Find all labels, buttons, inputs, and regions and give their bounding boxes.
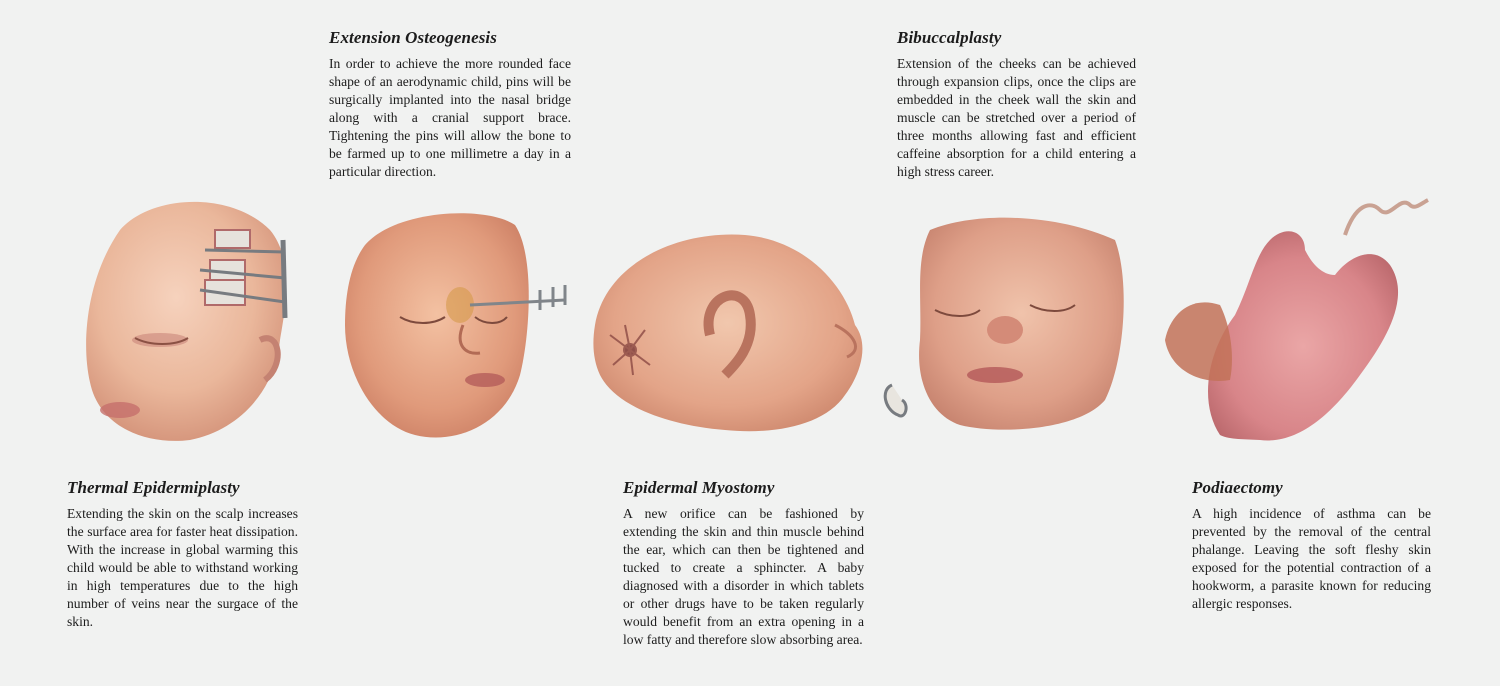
skin-flap <box>1165 302 1232 381</box>
section-extension-osteogenesis <box>329 28 571 181</box>
illustration-thermal-epidermiplasty <box>80 190 310 450</box>
section-epidermal-myostomy <box>623 478 864 649</box>
section-title: Bibuccalplasty <box>897 28 1002 47</box>
section-podiaectomy <box>1192 478 1431 613</box>
mouth <box>967 367 1023 383</box>
section-description: Extending the skin on the scalp increases the surface area for faster heat dissipation. With the increase in global warming this child would be able to withstand working in high temperatures due to the high number of veins near the surgace of the skin. <box>67 506 298 629</box>
section-title: Extension Osteogenesis <box>329 28 497 47</box>
section-description: A high incidence of asthma can be prevented by the removal of the central phalange. Leaving the soft fleshy skin exposed for the potential contraction of a hookworm, a parasite known for reducing allergic responses. <box>1192 506 1431 611</box>
mouth <box>465 373 505 387</box>
section-title: Thermal Epidermiplasty <box>67 478 240 497</box>
section-bibuccalplasty <box>897 28 1136 181</box>
hookworm <box>1345 200 1428 235</box>
baby-face-shape <box>345 213 529 437</box>
illustration-podiaectomy <box>1160 185 1430 445</box>
section-thermal-epidermiplasty <box>67 478 298 631</box>
illustration-extension-osteogenesis <box>335 205 580 450</box>
illustration-bibuccalplasty <box>880 210 1140 440</box>
section-description: In order to achieve the more rounded face shape of an aerodynamic child, pins will be surgically implanted into the nasal bridge along with a cranial support brace. Tightening the pins will allow the bone to be farmed up to one millimetre a day in a particular direction. <box>329 56 571 179</box>
expansion-clip <box>885 385 906 416</box>
bruise <box>446 287 474 323</box>
section-description: A new orifice can be fashioned by extending the skin and thin muscle behind the ear, which can then be tightened and tucked to create a sphincter. A baby diagnosed with a disorder in which tablets or other drugs have to be taken regularly would benefit from an extra opening in a low fatty and therefore slow absorbing area. <box>623 506 864 647</box>
section-description: Extension of the cheeks can be achieved through expansion clips, once the clips are embedded in the cheek wall the skin and muscle can be stretched over a period of three months allowing fast and efficient caffeine absorption for a child entering a high stress career. <box>897 56 1136 179</box>
section-title: Epidermal Myostomy <box>623 478 775 497</box>
section-title: Podiaectomy <box>1192 478 1283 497</box>
nose <box>987 316 1023 344</box>
baby-head-profile <box>593 235 862 432</box>
foot-shape <box>1208 231 1398 440</box>
illustration-epidermal-myostomy <box>585 225 870 440</box>
mouth <box>100 402 140 418</box>
baby-face-shape <box>919 218 1124 430</box>
